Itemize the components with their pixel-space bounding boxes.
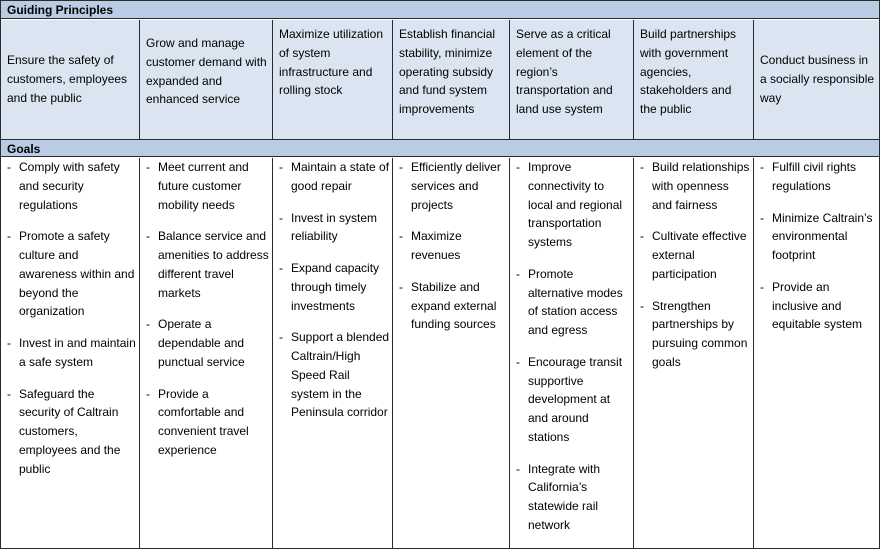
goals-row	[1, 158, 879, 548]
principle-cell-regional	[510, 20, 634, 139]
goal-item	[640, 297, 751, 372]
goal-item	[640, 158, 751, 214]
bullet-dash: -	[516, 160, 520, 174]
principle-text: Maximize utilization of system infrastructure and rolling stock	[279, 27, 384, 98]
principle-cell-safety	[1, 20, 140, 139]
goals-column	[1, 158, 140, 548]
bullet-dash: -	[146, 160, 150, 174]
bullet-dash: -	[146, 317, 150, 332]
goal-text: Build relationships with openness and fairness	[652, 160, 750, 212]
goal-text: Operate a dependable and punctual service	[158, 317, 245, 369]
goal-text: Promote a safety culture and awareness within and beyond the organization	[19, 229, 135, 319]
goal-text: Stabilize and expand external funding sources	[411, 279, 497, 332]
principle-cell-responsible	[754, 20, 879, 139]
bullet-dash: -	[640, 229, 644, 244]
goal-text: Maintain a state of good repair	[291, 160, 390, 193]
goal-item	[516, 460, 631, 535]
bullet-dash: -	[399, 229, 403, 244]
goal-item	[146, 227, 270, 302]
goals-column	[273, 158, 393, 548]
goal-text: Integrate with California’s statewide rail network	[528, 461, 601, 532]
goals-column	[140, 158, 273, 548]
principle-text: Serve as a critical element of the region’s transportation and land use system	[516, 27, 613, 116]
bullet-dash: -	[640, 298, 644, 313]
goal-item	[146, 385, 270, 460]
bullet-dash: -	[279, 330, 283, 345]
goals-column	[510, 158, 634, 548]
goal-item	[516, 353, 631, 447]
goal-text: Meet current and future customer mobility needs	[158, 160, 249, 212]
bullet-dash: -	[146, 229, 150, 244]
goal-text: Expand capacity through timely investments	[291, 261, 380, 313]
guiding-principles-row	[1, 20, 879, 139]
goal-item	[399, 278, 507, 334]
guiding-principles-heading: Guiding Principles	[1, 1, 879, 19]
bullet-dash: -	[279, 261, 283, 275]
goal-item	[516, 158, 631, 252]
bullet-dash: -	[7, 160, 11, 174]
goal-text: Invest in and maintain a safe system	[19, 336, 136, 369]
bullet-dash: -	[7, 386, 11, 401]
principle-cell-partnerships	[634, 20, 754, 139]
principle-cell-financial	[393, 20, 510, 139]
goal-text: Provide a comfortable and convenient travel experience	[158, 386, 249, 457]
goal-item	[399, 227, 507, 265]
bullet-dash: -	[516, 461, 520, 476]
goal-text: Support a blended Caltrain/High Speed Rail system in the Peninsula corridor	[291, 330, 390, 420]
goal-text: Comply with safety and security regulations	[19, 160, 120, 212]
goal-item	[146, 315, 270, 371]
goal-item	[7, 385, 137, 479]
goal-text: Safeguard the security of Caltrain customers, employees and the public	[19, 386, 121, 476]
principle-text: Conduct business in a socially responsible way	[760, 53, 875, 105]
goal-item	[7, 158, 137, 214]
goal-item	[399, 158, 507, 214]
goal-text: Strengthen partnerships by pursuing common goals	[652, 298, 748, 369]
principle-cell-utilization	[273, 20, 393, 139]
goals-heading: Goals	[1, 139, 879, 157]
goal-item	[7, 334, 137, 372]
goal-text: Cultivate effective external participation	[652, 229, 747, 281]
bullet-dash: -	[7, 229, 11, 244]
goal-item	[146, 158, 270, 214]
bullet-dash: -	[279, 210, 283, 225]
bullet-dash: -	[399, 160, 403, 174]
goal-text: Efficiently deliver services and projects	[411, 160, 501, 212]
goals-column	[634, 158, 754, 548]
goal-text: Improve connectivity to local and regional transportation systems	[528, 160, 623, 249]
bullet-dash: -	[760, 160, 764, 174]
bullet-dash: -	[760, 279, 764, 294]
goal-text: Fulfill civil rights regulations	[772, 160, 857, 193]
goal-text: Promote alternative modes of station access and egress	[528, 266, 623, 337]
bullet-dash: -	[516, 354, 520, 369]
bullet-dash: -	[146, 386, 150, 401]
goal-item	[279, 209, 390, 247]
goals-column	[393, 158, 510, 548]
bullet-dash: -	[279, 160, 283, 174]
bullet-dash: -	[760, 210, 764, 225]
goal-item	[760, 158, 877, 196]
goal-item	[279, 328, 390, 422]
goal-item	[516, 265, 631, 340]
principle-cell-demand	[140, 20, 273, 139]
goal-item	[279, 259, 390, 315]
goals-column	[754, 158, 879, 548]
goal-text: Balance service and amenities to address different travel markets	[158, 229, 269, 300]
goal-text: Provide an inclusive and equitable system	[772, 279, 863, 332]
principle-text: Grow and manage customer demand with expanded and enhanced service	[146, 36, 267, 107]
principle-text: Build partnerships with government agencies, stakeholders and the public	[640, 27, 737, 116]
principle-text: Establish financial stability, minimize operating subsidy and fund system improvements	[399, 27, 496, 116]
goal-item	[760, 278, 877, 334]
bullet-dash: -	[516, 266, 520, 281]
bullet-dash: -	[7, 336, 11, 350]
goal-text: Encourage transit supportive development at and around stations	[528, 354, 623, 444]
bullet-dash: -	[399, 279, 403, 294]
goal-text: Invest in system reliability	[291, 210, 378, 244]
goal-item	[640, 227, 751, 283]
goal-text: Maximize revenues	[411, 229, 462, 262]
principle-text: Ensure the safety of customers, employees and the public	[7, 53, 128, 105]
goal-item	[7, 227, 137, 321]
goal-item	[279, 158, 390, 196]
goal-item	[760, 209, 877, 265]
goal-text: Minimize Caltrain’s environmental footprint	[772, 210, 873, 262]
bullet-dash: -	[640, 160, 644, 174]
